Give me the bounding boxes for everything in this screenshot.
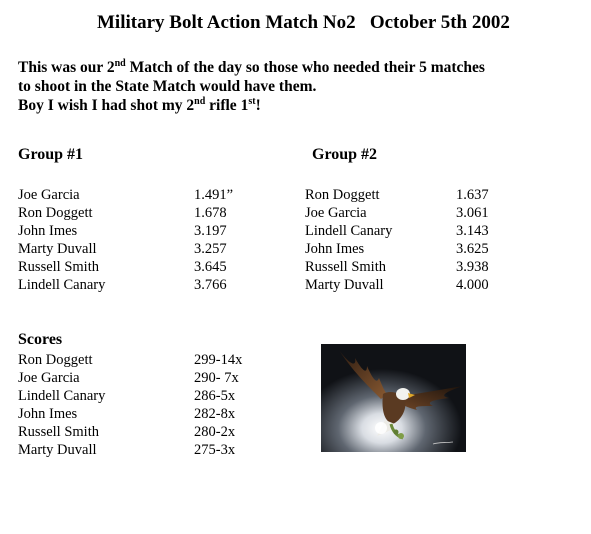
- group-size: 3.061: [456, 205, 489, 221]
- intro-line-1: [18, 58, 588, 77]
- table-row: [18, 351, 278, 369]
- table-row: [305, 240, 555, 258]
- shooter-name: Russell Smith: [305, 259, 386, 275]
- shooter-name: Russell Smith: [18, 259, 99, 275]
- group-size: 1.678: [194, 205, 227, 221]
- shooter-name: Joe Garcia: [18, 187, 80, 203]
- intro-text: Match of the day so those who needed their 5 matches: [125, 59, 485, 76]
- table-row: [18, 258, 258, 276]
- intro-line-3: [18, 96, 588, 115]
- table-row: [18, 276, 258, 294]
- group-size: 3.143: [456, 223, 489, 239]
- page-title: Military Bolt Action Match No2 October 5th 2002: [97, 12, 510, 33]
- group2-heading: Group #2: [312, 146, 378, 163]
- shooter-name: John Imes: [305, 241, 365, 257]
- table-row: [305, 276, 555, 294]
- shooter-name: Joe Garcia: [18, 370, 80, 386]
- intro-text: Boy I wish I had shot my 2: [18, 97, 195, 114]
- group-size: 3.938: [456, 259, 489, 275]
- shooter-name: Joe Garcia: [305, 205, 367, 221]
- group-size: 3.197: [194, 223, 227, 239]
- shooter-name: John Imes: [18, 223, 78, 239]
- shooter-name: Lindell Canary: [18, 277, 106, 293]
- score-value: 282-8x: [194, 406, 236, 422]
- table-row: [305, 258, 555, 276]
- scores-heading: Scores: [18, 331, 63, 348]
- intro-text: !: [255, 97, 261, 114]
- table-row: [305, 186, 555, 204]
- shooter-name: Marty Duvall: [305, 277, 384, 293]
- table-row: [18, 204, 258, 222]
- intro-line-2: to shoot in the State Match would have them.: [18, 78, 317, 95]
- group-size: 3.645: [194, 259, 227, 275]
- table-row: [305, 204, 555, 222]
- table-row: [18, 387, 278, 405]
- score-value: 280-2x: [194, 424, 236, 440]
- table-row: [18, 441, 278, 459]
- shooter-name: Lindell Canary: [305, 223, 393, 239]
- table-row: [18, 240, 258, 258]
- group2-table: [305, 186, 555, 294]
- shooter-name: John Imes: [18, 406, 78, 422]
- scores-table: [18, 351, 278, 459]
- shooter-name: Marty Duvall: [18, 442, 97, 458]
- table-row: [305, 222, 555, 240]
- score-value: 299-14x: [194, 352, 243, 368]
- score-value: 290- 7x: [194, 370, 239, 386]
- group-size: 3.625: [456, 241, 489, 257]
- group-size: 4.000: [456, 277, 489, 293]
- group-size: 3.766: [194, 277, 227, 293]
- table-row: [18, 186, 258, 204]
- group-size: 1.637: [456, 187, 489, 203]
- intro-text: This was our 2: [18, 59, 115, 76]
- intro-text: rifle 1: [205, 97, 249, 114]
- intro-superscript: nd: [114, 58, 126, 69]
- group-size: 3.257: [194, 241, 227, 257]
- shooter-name: Ron Doggett: [18, 205, 93, 221]
- eagle-image: [321, 344, 466, 452]
- intro-superscript: st: [248, 96, 256, 107]
- intro-paragraph: [18, 58, 588, 115]
- table-row: [18, 222, 258, 240]
- shooter-name: Lindell Canary: [18, 388, 106, 404]
- score-value: 286-5x: [194, 388, 236, 404]
- group-size: 1.491”: [194, 187, 234, 203]
- table-row: [18, 369, 278, 387]
- table-row: [18, 423, 278, 441]
- shooter-name: Ron Doggett: [305, 187, 380, 203]
- shooter-name: Ron Doggett: [18, 352, 93, 368]
- score-value: 275-3x: [194, 442, 236, 458]
- intro-superscript: nd: [194, 96, 206, 107]
- table-row: [18, 405, 278, 423]
- shooter-name: Russell Smith: [18, 424, 99, 440]
- group1-table: [18, 186, 258, 294]
- group1-heading: Group #1: [18, 146, 84, 163]
- shooter-name: Marty Duvall: [18, 241, 97, 257]
